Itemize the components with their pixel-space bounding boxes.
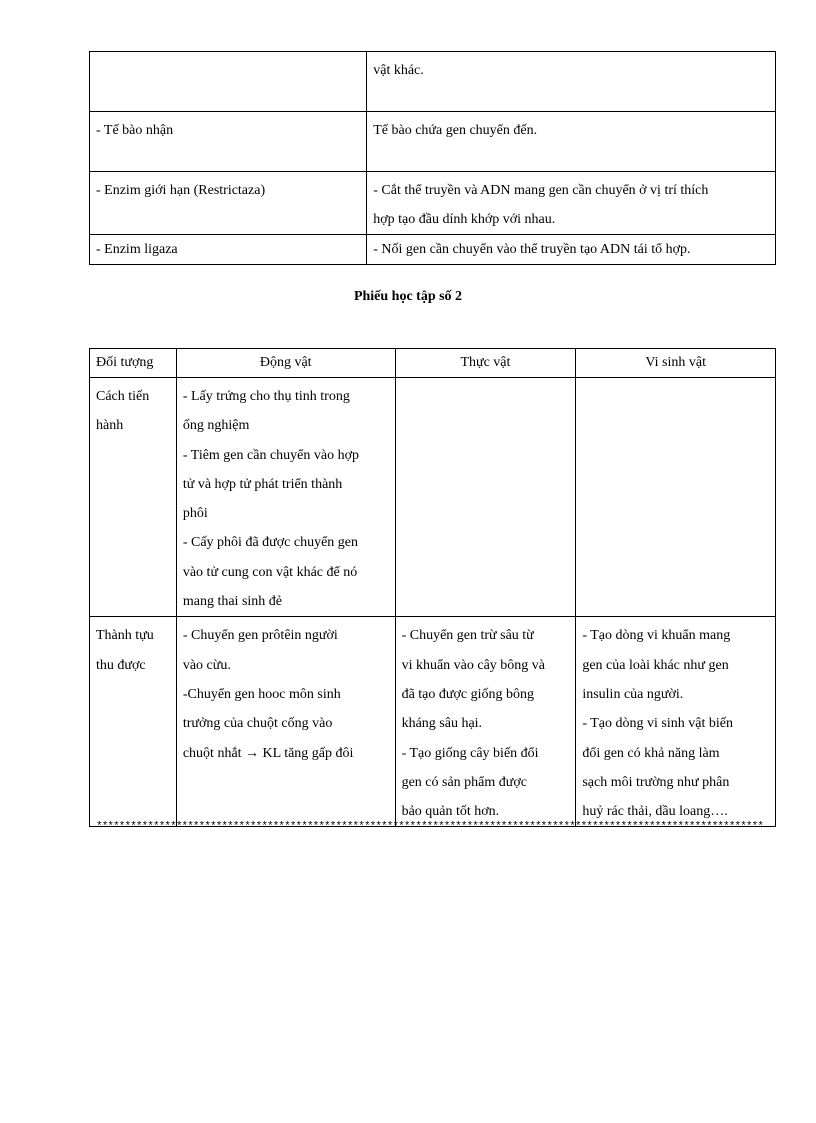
- header-subject: Đối tượng: [90, 349, 177, 378]
- text-line: vào cừu.: [182, 657, 231, 673]
- text-line: Tế bào chứa gen chuyển đến.: [373, 123, 538, 138]
- text-line: đổi gen có khả năng làm: [582, 745, 720, 761]
- text-line: hợp tạo đầu dính khớp với nhau.: [373, 212, 556, 227]
- cell-label: [90, 617, 177, 827]
- text-line: Thành tựu: [96, 628, 154, 644]
- row-label: [90, 52, 367, 112]
- row-label: - Tế bào nhận: [90, 112, 367, 172]
- text-line: - Lấy trứng cho thụ tinh trong: [182, 389, 350, 404]
- top-table: [89, 51, 776, 265]
- text-line: vật khác.: [373, 63, 424, 78]
- table-row: [90, 112, 776, 172]
- text-line: trưởng của chuột cống vào: [182, 716, 333, 732]
- text-line: vi khuẩn vào cây bông và: [401, 657, 546, 673]
- text-line: gen có sản phẩm được: [401, 774, 527, 790]
- text-line: sạch môi trường như phân: [582, 774, 730, 790]
- text-line: ống nghiệm: [182, 418, 250, 434]
- text-line: thu được: [96, 657, 146, 673]
- text-line: hành: [96, 418, 124, 434]
- text-line: bảo quản tốt hơn.: [401, 804, 500, 820]
- sheet-title: Phiếu học tập số 2: [353, 289, 463, 304]
- text-line: đã tạo được giống bông: [401, 686, 534, 702]
- text-line: tử và hợp tử phát triển thành: [182, 476, 343, 492]
- cell-microbe: [576, 378, 776, 617]
- table-row: [90, 172, 776, 235]
- cell-animal: [176, 617, 395, 827]
- separator-stars: *********************************************************************************************************************: [96, 821, 764, 833]
- text-line: - Cấy phôi đã được chuyển gen: [182, 535, 359, 551]
- text-line: kháng sâu hại.: [401, 716, 483, 732]
- text-line: phôi: [182, 506, 208, 522]
- text-line: - Tạo dòng vi khuẩn mang: [582, 628, 731, 644]
- table-header-row: [90, 349, 776, 378]
- header-plant: Thực vật: [395, 349, 576, 378]
- row-label: - Enzim giới hạn (Restrictaza): [90, 172, 367, 235]
- cell-microbe: [576, 617, 776, 827]
- table-row: [90, 52, 776, 112]
- row-description: [367, 235, 776, 265]
- row-description: [367, 172, 776, 235]
- text-line: - Nối gen cần chuyển vào thể truyền tạo ADN tái tổ hợp.: [373, 242, 691, 257]
- text-line: -Chuyển gen hooc môn sinh: [182, 686, 341, 702]
- table-row: [90, 235, 776, 265]
- text-line: - Tạo dòng vi sinh vật biến: [582, 716, 733, 732]
- text-line: huỷ rác thải, dầu loang….: [582, 804, 728, 820]
- cell-label: [90, 378, 177, 617]
- text-line: - Chuyển gen trừ sâu từ: [401, 628, 534, 644]
- cell-plant: [395, 617, 576, 827]
- row-description: [367, 112, 776, 172]
- comparison-table: [89, 348, 776, 827]
- text-line: mang thai sinh đẻ: [182, 594, 282, 610]
- table-row-procedure: [90, 378, 776, 617]
- text-line: Cách tiến: [96, 389, 150, 404]
- table-row-achievements: [90, 617, 776, 827]
- text-line: - Cắt thể truyền và ADN mang gen cần chuyển ở vị trí thích: [373, 183, 709, 198]
- text-line: insulin của người.: [582, 686, 684, 702]
- text-line: - Tiêm gen cần chuyển vào hợp: [182, 447, 359, 463]
- text-line: - Chuyển gen prôtêin người: [182, 628, 338, 644]
- row-description: [367, 52, 776, 112]
- text-line: vào tử cung con vật khác để nó: [182, 564, 358, 580]
- header-microbe: Vi sinh vật: [576, 349, 776, 378]
- text-line: - Tạo giống cây biến đổi: [401, 745, 539, 761]
- cell-animal: [176, 378, 395, 617]
- header-animal: Động vật: [176, 349, 395, 378]
- row-label: - Enzim ligaza: [90, 235, 367, 265]
- text-line: gen của loài khác như gen: [582, 657, 729, 673]
- cell-plant: [395, 378, 576, 617]
- text-line: chuột nhắt → KL tăng gấp đôi: [182, 745, 354, 761]
